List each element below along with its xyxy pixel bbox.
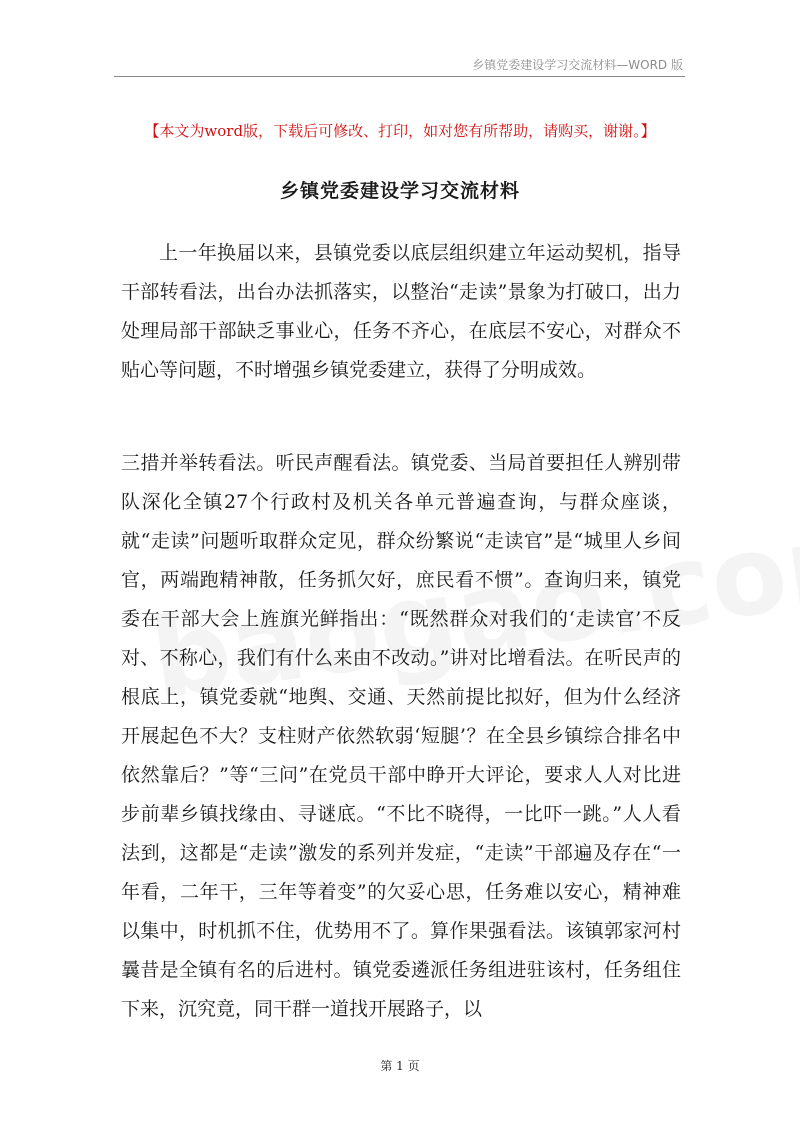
running-header-title: 乡镇党委建设学习交流材料—WORD 版	[472, 58, 683, 72]
body-paragraph-2: 三措并举转看法。听民声醒看法。镇党委、当局首要担任人辨别带队深化全镇27个行政村及机关各单元普遍查询，与群众座谈，就“走读”问题听取群众定见，群众纷繁说“走读官”是“城里人乡间官，两端跑精神散，任务抓欠好，庶民看不惯”。查询归来，镇党委在干部大会上旌旗光鲜指出：“既然群众对我们的‘走读官’不反对、不称心，我们有什么来由不改动。”讲对比增看法。在听民声的根底上，镇党委就“地舆、交通、天然前提比拟好，但为什么经济开展起色不大？支柱财产依然软弱‘短腿’？在全县乡镇综合排名中依然靠后？”等“三问”在党员干部中睁开大评论，要求人人对比进步前辈乡镇找缘由、寻谜底。“不比不晓得，一比吓一跳。”人人看法到，这都是“走读”激发的系列并发症，“走读”干部遍及存在“一年看，二年干，三年等着变”的欠妥心思，任务难以安心，精神难以集中，时机抓不住，优势用不了。算作果强看法。该镇郭家河村曩昔是全镇有名的后进村。镇党委遴派任务组进驻该村，任务组住下来，沉究竟，同干群一道找开展路子，以	[121, 452, 681, 1020]
purchase-notice: 【本文为word版，下载后可修改、打印，如对您有所帮助，请购买，谢谢。】	[144, 122, 656, 140]
document-title: 乡镇党委建设学习交流材料	[279, 180, 520, 202]
page-header	[114, 56, 685, 77]
page-number: 第 1 页	[380, 1059, 420, 1073]
body-paragraph-1: 上一年换届以来，县镇党委以底层组织建立年运动契机，指导干部转看法，出台办法抓落实，以整治“走读”景象为打破口，出力处理局部干部缺乏事业心，任务不齐心，在底层不安心，对群众不贴心等问题，不时增强乡镇党委建立，获得了分明成效。	[121, 242, 681, 381]
